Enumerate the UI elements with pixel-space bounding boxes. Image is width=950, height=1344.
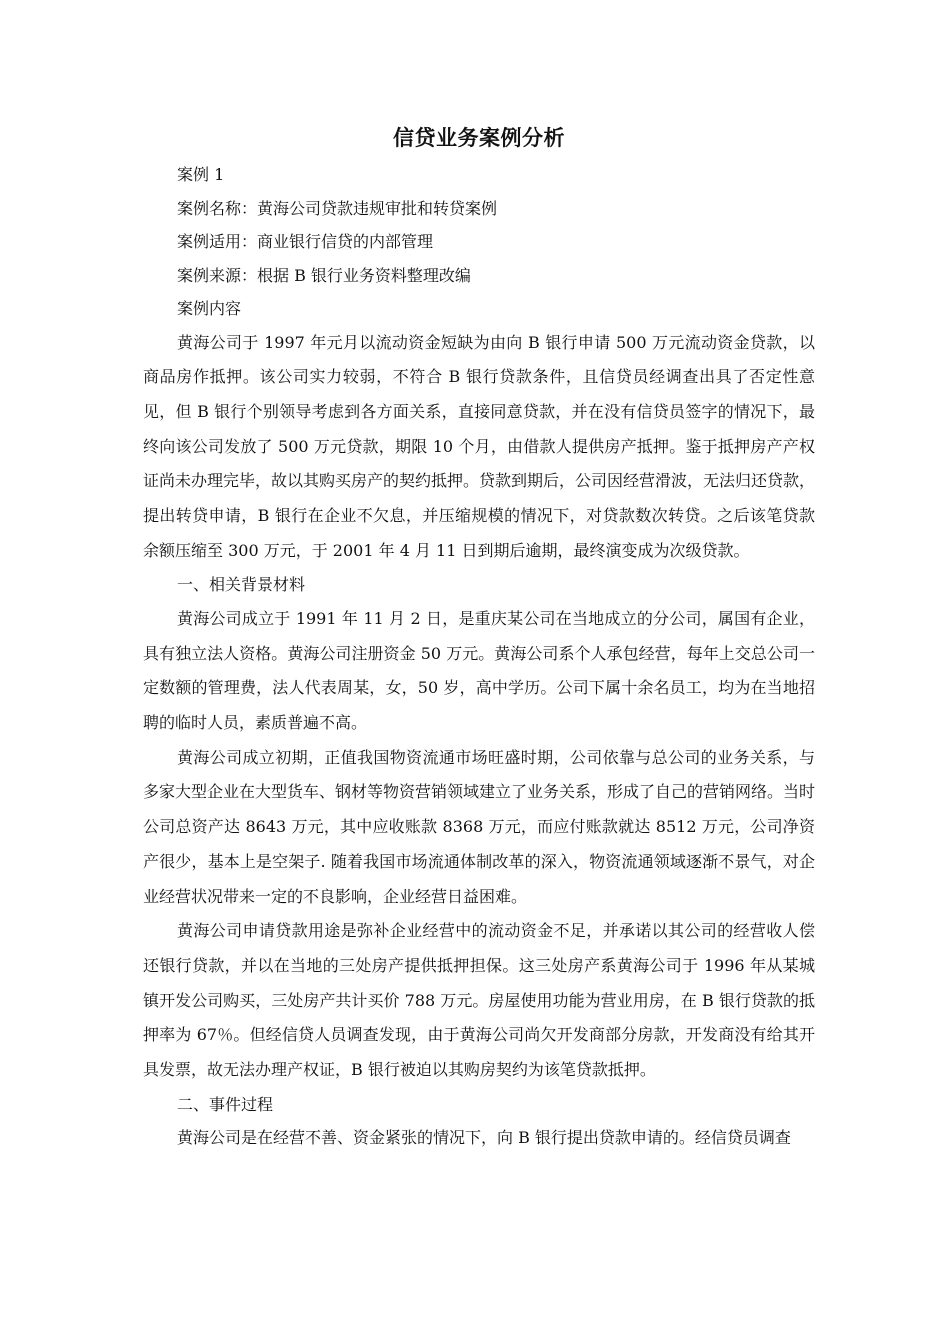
paragraph-loan-purpose: 黄海公司申请贷款用途是弥补企业经营中的流动资金不足，并承诺以其公司的经营收人偿还银行贷款，并以在当地的三处房产提供抵押担保。这三处房产系黄海公司于 1996 年从某城镇开发公司购买，三处房产共计买价 788 万元。房屋使用功能为营业用房，在 B 银行贷款的抵押率为 67％。但经信贷人员调查发现，由于黄海公司尚欠开发商部分房款，开发商没有给其开具发票，故无法办理产权证，B 银行被迫以其购房契约为该笔贷款抵押。 [143,921,815,1080]
document-title: 信贷业务案例分析 [393,125,565,150]
case-scope: 案例适用：商业银行信贷的内部管理 [177,232,434,251]
section-heading-events: 二、事件过程 [177,1094,274,1114]
case-label: 案例 1 [177,165,225,184]
case-name: 案例名称：黄海公司贷款违规审批和转贷案例 [177,198,498,218]
paragraph-case-summary: 黄海公司于 1997 年元月以流动资金短缺为由向 B 银行申请 500 万元流动资金贷款，以商品房作抵押。该公司实力较弱，不符合 B 银行贷款条件，且信贷员经调查出具了否定性意见，但 B 银行个别领导考虑到各方面关系，直接同意贷款，并在没有信贷员签字的情况下，最终向该公司发放了 500 万元贷款，期限 10 个月，由借款人提供房产抵押。鉴于抵押房产产权证尚未办理完毕，故以其购买房产的契约抵押。贷款到期后，公司因经营滑波，无法归还贷款，提出转贷申请，B 银行在企业不欠息，并压缩规模的情况下，对贷款数次转贷。之后该笔贷款余额压缩至 300 万元，于 2001 年 4 月 11 日到期后逾期，最终演变成为次级贷款。 [143,332,816,560]
paragraph-event-process: 黄海公司是在经营不善、资金紧张的情况下，向 B 银行提出贷款申请的。经信贷员调查 [177,1128,791,1148]
case-source: 案例来源：根据 B 银行业务资料整理改编 [177,265,471,285]
case-content-label: 案例内容 [177,299,242,318]
document-body [143,124,815,1156]
paragraph-company-history: 黄海公司成立初期，正值我国物资流通市场旺盛时期，公司依靠与总公司的业务关系，与多家大型企业在大型货车、钢材等物资营销领域建立了业务关系，形成了自己的营销网络。当时公司总资产达 8643 万元，其中应收账款 8368 万元，而应付账款就达 8512 万元，公司净资产很少，基本上是空架子. 随着我国市场流通体制改革的深入，物资流通领域逐渐不景气，对企业经营状况带来一定的不良影响，企业经营日益困难。 [143,747,816,906]
paragraph-company-profile: 黄海公司成立于 1991 年 11 月 2 日，是重庆某公司在当地成立的分公司，属国有企业，具有独立法人资格。黄海公司注册资金 50 万元。黄海公司系个人承包经营，每年上交总公司一定数额的管理费，法人代表周某，女，50 岁，高中学历。公司下属十余名员工，均为在当地招聘的临时人员，素质普遍不高。 [143,608,815,733]
section-heading-background: 一、相关背景材料 [177,575,306,595]
